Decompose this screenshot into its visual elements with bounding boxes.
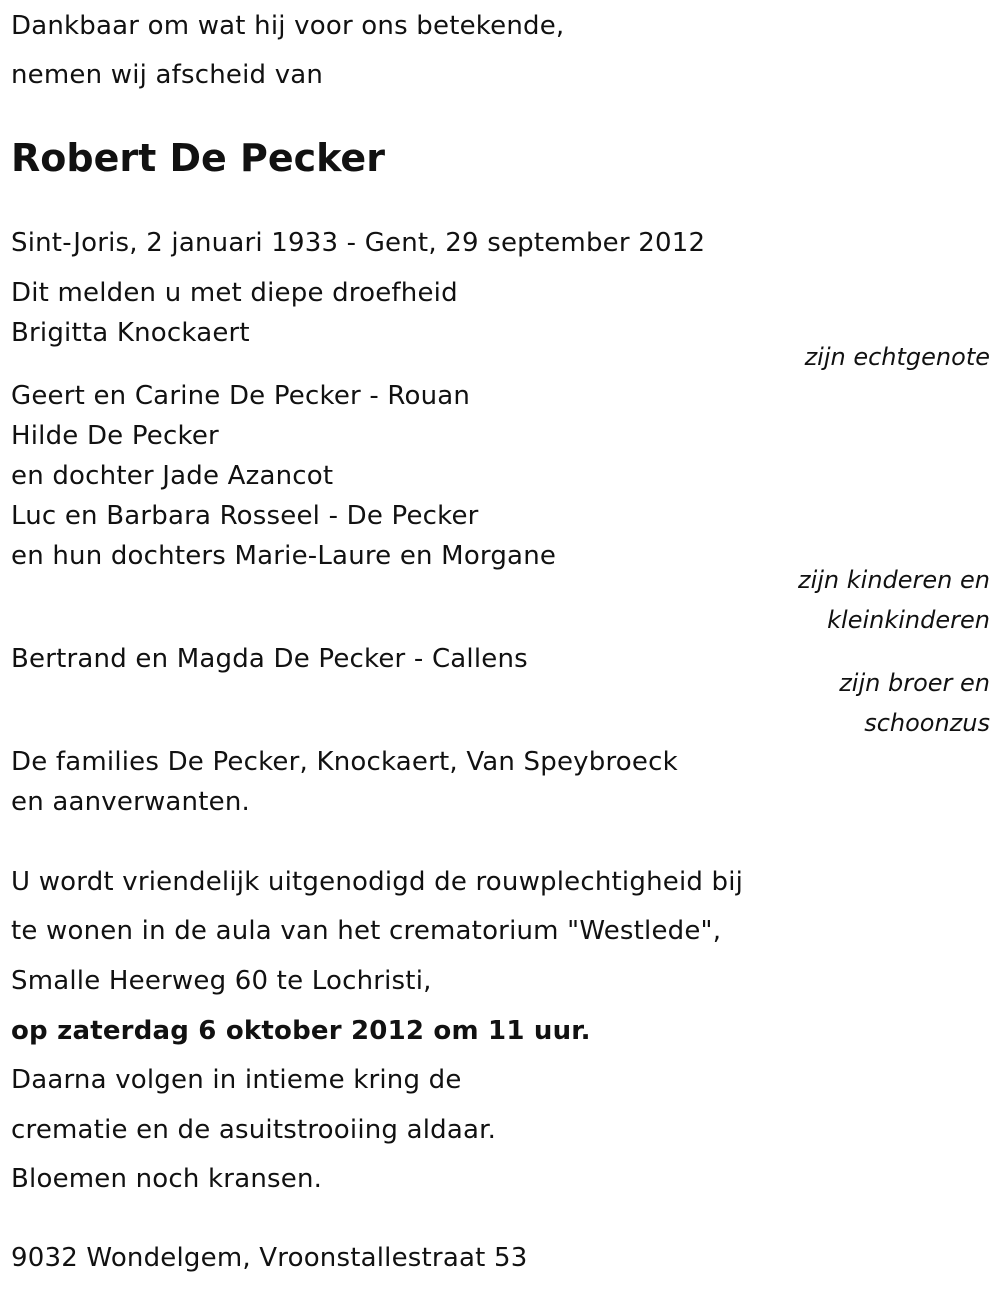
deceased-dates: Sint-Joris, 2 januari 1933 - Gent, 29 september 2012	[11, 228, 706, 258]
ceremony-line-1: U wordt vriendelijk uitgenodigd de rouwplechtigheid bij	[11, 867, 744, 897]
sibling-name: Bertrand en Magda De Pecker - Callens	[11, 644, 528, 674]
ceremony-line-2: te wonen in de aula van het crematorium "Westlede",	[11, 916, 722, 946]
sibling-relation-1: zijn broer en	[839, 669, 990, 697]
spouse-relation: zijn echtgenote	[804, 343, 990, 371]
ceremony-datetime: op zaterdag 6 oktober 2012 om 11 uur.	[11, 1016, 591, 1046]
children-line-2: Hilde De Pecker	[11, 421, 219, 451]
children-line-4: Luc en Barbara Rosseel - De Pecker	[11, 501, 479, 531]
deceased-name: Robert De Pecker	[11, 136, 385, 180]
address: 9032 Wondelgem, Vroonstallestraat 53	[11, 1243, 528, 1273]
ceremony-line-3: Smalle Heerweg 60 te Lochristi,	[11, 966, 432, 996]
children-line-5: en hun dochters Marie-Laure en Morgane	[11, 541, 557, 571]
children-line-1: Geert en Carine De Pecker - Rouan	[11, 381, 471, 411]
sibling-relation-2: schoonzus	[864, 709, 990, 737]
announcement: Dit melden u met diepe droefheid	[11, 278, 458, 308]
intro-line-1: Dankbaar om wat hij voor ons betekende,	[11, 11, 565, 41]
ceremony-line-6: Bloemen noch kransen.	[11, 1164, 323, 1194]
children-line-3: en dochter Jade Azancot	[11, 461, 334, 491]
spouse-name: Brigitta Knockaert	[11, 318, 250, 348]
ceremony-line-5: crematie en de asuitstrooiing aldaar.	[11, 1115, 497, 1145]
ceremony-line-4: Daarna volgen in intieme kring de	[11, 1065, 462, 1095]
intro-line-2: nemen wij afscheid van	[11, 60, 324, 90]
children-relation-1: zijn kinderen en	[798, 566, 990, 594]
families-line-2: en aanverwanten.	[11, 787, 250, 817]
children-relation-2: kleinkinderen	[827, 606, 990, 634]
families-line-1: De families De Pecker, Knockaert, Van Speybroeck	[11, 747, 678, 777]
